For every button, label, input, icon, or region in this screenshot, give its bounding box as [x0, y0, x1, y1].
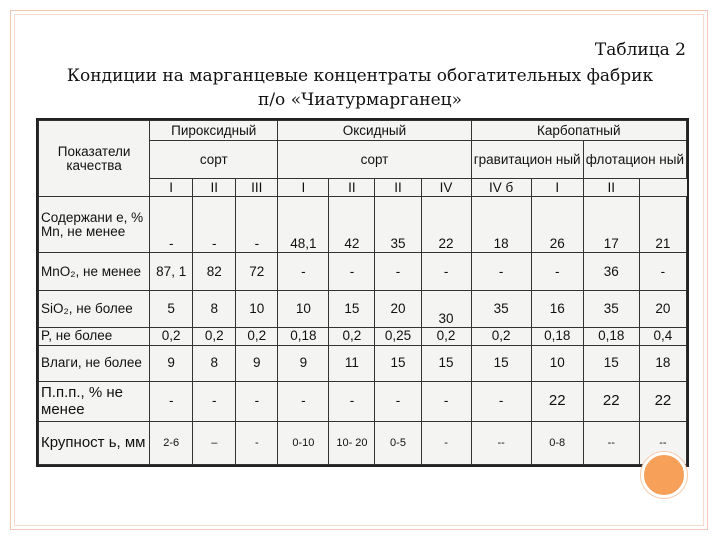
table-cell: 22	[531, 381, 583, 421]
table-number-label: Таблица 2	[594, 40, 686, 60]
table-cell: -	[193, 381, 236, 421]
table-cell: 18	[639, 345, 686, 381]
table-cell: 22	[639, 381, 686, 421]
table-cell: 2-6	[150, 421, 193, 464]
table-cell: 82	[193, 253, 236, 291]
table-cell: 20	[639, 291, 686, 327]
table-cell: -	[150, 197, 193, 253]
table-cell: 17	[583, 197, 639, 253]
table-row-ppp	[39, 381, 687, 421]
table-cell: 5	[150, 291, 193, 327]
table-cell: -	[375, 381, 421, 421]
table-row-moisture	[39, 345, 687, 381]
table-title-line-2: п/о «Чиатурмарганец»	[258, 90, 462, 110]
table-cell: -	[150, 381, 193, 421]
table-cell: --	[583, 421, 639, 464]
sort-header-oxide: сорт	[278, 141, 471, 179]
table-cell: 42	[329, 197, 375, 253]
row-label: MnO₂, не менее	[39, 253, 150, 291]
grade-header: I	[150, 179, 193, 197]
table-cell: 11	[329, 345, 375, 381]
table-cell: 72	[236, 253, 278, 291]
table-cell: 0,2	[236, 327, 278, 345]
table-cell: 0,2	[471, 327, 531, 345]
grade-header: IV б	[471, 179, 531, 197]
header-row-groups	[39, 121, 687, 141]
table-cell: 26	[531, 197, 583, 253]
grade-header: II	[375, 179, 421, 197]
table-cell: 87, 1	[150, 253, 193, 291]
table-cell: 0,18	[278, 327, 329, 345]
table-cell: 22	[583, 381, 639, 421]
table-cell: 0-5	[375, 421, 421, 464]
table-row-p	[39, 327, 687, 345]
row-label: П.п.п., % не менее	[39, 381, 150, 421]
table-cell: 15	[375, 345, 421, 381]
table-cell: 0-8	[531, 421, 583, 464]
table-cell: -	[471, 381, 531, 421]
table-cell: 9	[278, 345, 329, 381]
row-label: Содержани е, % Mn, не менее	[39, 197, 150, 253]
table-cell: 15	[583, 345, 639, 381]
table-cell: -	[531, 253, 583, 291]
table-cell: 0,2	[150, 327, 193, 345]
grade-header: I	[278, 179, 329, 197]
concentrate-table-container	[36, 118, 689, 467]
sort-header-flotation: флотацион ный	[583, 141, 686, 179]
table-cell: 0,2	[421, 327, 471, 345]
table-cell: 22	[421, 197, 471, 253]
table-cell: 21	[639, 197, 686, 253]
table-cell: 8	[193, 345, 236, 381]
row-label: Крупност ь, мм	[39, 421, 150, 464]
sort-header-gravitation: гравитацион ный	[471, 141, 583, 179]
table-cell: 48,1	[278, 197, 329, 253]
table-cell: 0,4	[639, 327, 686, 345]
table-row-sio2	[39, 291, 687, 327]
group-header-pyroxide: Пироксидный	[150, 121, 278, 141]
table-cell: -	[421, 253, 471, 291]
table-cell: -	[375, 253, 421, 291]
table-cell: 9	[236, 345, 278, 381]
sort-header-pyroxide: сорт	[150, 141, 278, 179]
table-cell: 15	[421, 345, 471, 381]
table-cell: –	[193, 421, 236, 464]
table-row-mn	[39, 197, 687, 253]
table-cell: -	[236, 421, 278, 464]
table-cell: 8	[193, 291, 236, 327]
table-cell: -	[236, 197, 278, 253]
row-label: SiO₂, не более	[39, 291, 150, 327]
table-cell: 9	[150, 345, 193, 381]
table-cell: 0,18	[583, 327, 639, 345]
grade-header: II	[583, 179, 639, 197]
table-row-size	[39, 421, 687, 464]
table-cell: --	[471, 421, 531, 464]
grade-header: II	[193, 179, 236, 197]
table-cell: 0-10	[278, 421, 329, 464]
table-cell: 36	[583, 253, 639, 291]
orange-circle-decoration	[641, 452, 687, 498]
table-cell: 0,2	[329, 327, 375, 345]
table-cell: 35	[375, 197, 421, 253]
group-header-oxide: Оксидный	[278, 121, 471, 141]
group-header-carbonate: Карбопатный	[471, 121, 686, 141]
table-cell: 0,18	[531, 327, 583, 345]
table-title-line-1: Кондиции на марганцевые концентраты обогатительных фабрик	[66, 66, 654, 86]
table-cell: -	[639, 253, 686, 291]
table-cell: -	[471, 253, 531, 291]
table-cell: 15	[471, 345, 531, 381]
table-cell: 18	[471, 197, 531, 253]
grade-header: III	[236, 179, 278, 197]
table-cell: 35	[583, 291, 639, 327]
table-cell: --	[639, 421, 686, 464]
table-cell: 0,2	[193, 327, 236, 345]
table-cell: -	[236, 381, 278, 421]
table-cell: 10- 20	[329, 421, 375, 464]
table-cell: -	[329, 253, 375, 291]
concentrate-table	[38, 120, 687, 465]
table-cell: 20	[375, 291, 421, 327]
corner-header-cell: Показатели качества	[39, 121, 150, 197]
grade-header: IV	[421, 179, 471, 197]
table-cell: -	[193, 197, 236, 253]
table-cell: 30	[421, 291, 471, 327]
grade-header: I	[531, 179, 583, 197]
table-cell: -	[421, 421, 471, 464]
table-cell: -	[421, 381, 471, 421]
table-cell: -	[278, 253, 329, 291]
table-cell: 10	[278, 291, 329, 327]
table-cell: 15	[329, 291, 375, 327]
grade-header: II	[329, 179, 375, 197]
table-cell: 35	[471, 291, 531, 327]
table-row-mno2	[39, 253, 687, 291]
table-cell: -	[329, 381, 375, 421]
table-cell: -	[278, 381, 329, 421]
table-cell: 10	[236, 291, 278, 327]
table-cell: 0,25	[375, 327, 421, 345]
row-label: Влаги, не более	[39, 345, 150, 381]
row-label: P, не более	[39, 327, 150, 345]
table-cell: 16	[531, 291, 583, 327]
table-cell: 10	[531, 345, 583, 381]
